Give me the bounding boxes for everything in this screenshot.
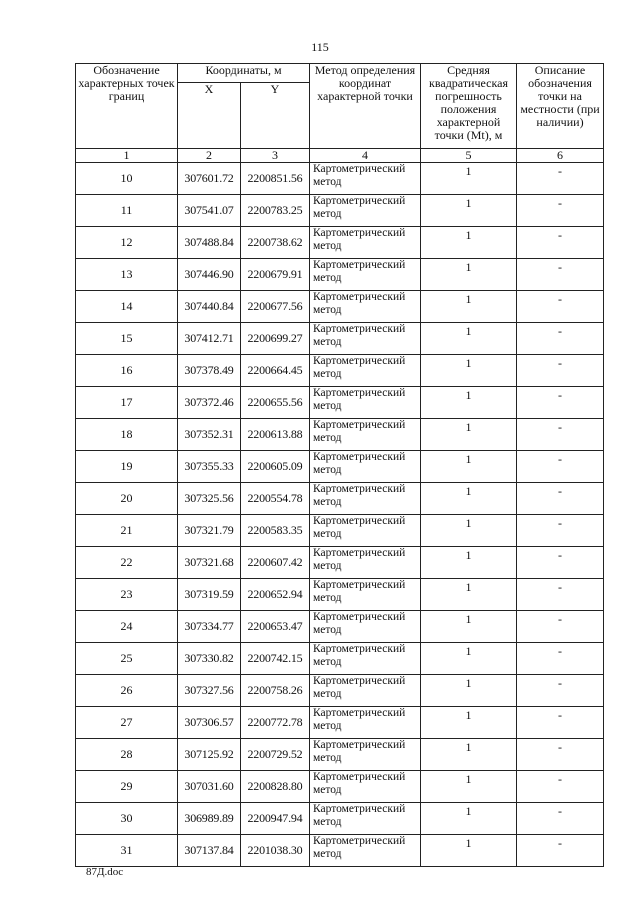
point-cell: 14 bbox=[76, 291, 178, 323]
table-row bbox=[76, 547, 604, 579]
mt-cell: 1 bbox=[421, 259, 517, 291]
table-row bbox=[76, 739, 604, 771]
y-coordinate-cell: 2200742.15 bbox=[241, 643, 310, 675]
method-cell: Картометрический метод bbox=[310, 739, 421, 771]
table-row bbox=[76, 227, 604, 259]
description-cell: - bbox=[517, 163, 604, 195]
y-coordinate-cell: 2200607.42 bbox=[241, 547, 310, 579]
point-cell: 24 bbox=[76, 611, 178, 643]
x-coordinate-cell: 307334.77 bbox=[178, 611, 241, 643]
table-row bbox=[76, 515, 604, 547]
header-mt: Средняя квадратическая погрешность положения характерной точки (Mt), м bbox=[421, 64, 517, 149]
mt-cell: 1 bbox=[421, 675, 517, 707]
y-coordinate-cell: 2200828.80 bbox=[241, 771, 310, 803]
table-row bbox=[76, 643, 604, 675]
table-row bbox=[76, 259, 604, 291]
method-cell: Картометрический метод bbox=[310, 515, 421, 547]
method-cell: Картометрический метод bbox=[310, 291, 421, 323]
x-coordinate-cell: 307488.84 bbox=[178, 227, 241, 259]
method-cell: Картометрический метод bbox=[310, 835, 421, 867]
method-cell: Картометрический метод bbox=[310, 419, 421, 451]
y-coordinate-cell: 2200699.27 bbox=[241, 323, 310, 355]
method-cell: Картометрический метод bbox=[310, 483, 421, 515]
x-coordinate-cell: 306989.89 bbox=[178, 803, 241, 835]
description-cell: - bbox=[517, 387, 604, 419]
point-cell: 26 bbox=[76, 675, 178, 707]
mt-cell: 1 bbox=[421, 163, 517, 195]
header-row-top bbox=[76, 64, 604, 83]
x-coordinate-cell: 307031.60 bbox=[178, 771, 241, 803]
mt-cell: 1 bbox=[421, 515, 517, 547]
method-cell: Картометрический метод bbox=[310, 675, 421, 707]
point-cell: 25 bbox=[76, 643, 178, 675]
description-cell: - bbox=[517, 547, 604, 579]
mt-cell: 1 bbox=[421, 835, 517, 867]
table-row bbox=[76, 291, 604, 323]
header-coords: Координаты, м bbox=[178, 64, 310, 83]
point-cell: 27 bbox=[76, 707, 178, 739]
y-coordinate-cell: 2200783.25 bbox=[241, 195, 310, 227]
method-cell: Картометрический метод bbox=[310, 355, 421, 387]
description-cell: - bbox=[517, 579, 604, 611]
y-coordinate-cell: 2200677.56 bbox=[241, 291, 310, 323]
y-coordinate-cell: 2201038.30 bbox=[241, 835, 310, 867]
mt-cell: 1 bbox=[421, 771, 517, 803]
y-coordinate-cell: 2200655.56 bbox=[241, 387, 310, 419]
mt-cell: 1 bbox=[421, 323, 517, 355]
y-coordinate-cell: 2200947.94 bbox=[241, 803, 310, 835]
description-cell: - bbox=[517, 419, 604, 451]
point-cell: 29 bbox=[76, 771, 178, 803]
mt-cell: 1 bbox=[421, 739, 517, 771]
mt-cell: 1 bbox=[421, 291, 517, 323]
description-cell: - bbox=[517, 739, 604, 771]
y-coordinate-cell: 2200758.26 bbox=[241, 675, 310, 707]
point-cell: 15 bbox=[76, 323, 178, 355]
table-row bbox=[76, 323, 604, 355]
header-point: Обозначение характерных точек границ bbox=[76, 64, 178, 149]
x-coordinate-cell: 307355.33 bbox=[178, 451, 241, 483]
header-y: Y bbox=[241, 83, 310, 149]
description-cell: - bbox=[517, 515, 604, 547]
table-row bbox=[76, 355, 604, 387]
point-cell: 30 bbox=[76, 803, 178, 835]
column-number: 3 bbox=[241, 149, 310, 163]
table-row bbox=[76, 675, 604, 707]
y-coordinate-cell: 2200738.62 bbox=[241, 227, 310, 259]
point-cell: 11 bbox=[76, 195, 178, 227]
mt-cell: 1 bbox=[421, 451, 517, 483]
point-cell: 16 bbox=[76, 355, 178, 387]
table-row bbox=[76, 195, 604, 227]
table-row bbox=[76, 707, 604, 739]
point-cell: 28 bbox=[76, 739, 178, 771]
x-coordinate-cell: 307352.31 bbox=[178, 419, 241, 451]
description-cell: - bbox=[517, 291, 604, 323]
x-coordinate-cell: 307327.56 bbox=[178, 675, 241, 707]
table-row bbox=[76, 163, 604, 195]
table-row bbox=[76, 771, 604, 803]
point-cell: 31 bbox=[76, 835, 178, 867]
y-coordinate-cell: 2200554.78 bbox=[241, 483, 310, 515]
mt-cell: 1 bbox=[421, 547, 517, 579]
method-cell: Картометрический метод bbox=[310, 771, 421, 803]
point-cell: 19 bbox=[76, 451, 178, 483]
table-row bbox=[76, 803, 604, 835]
method-cell: Картометрический метод bbox=[310, 611, 421, 643]
mt-cell: 1 bbox=[421, 195, 517, 227]
table-row bbox=[76, 387, 604, 419]
mt-cell: 1 bbox=[421, 611, 517, 643]
description-cell: - bbox=[517, 323, 604, 355]
y-coordinate-cell: 2200851.56 bbox=[241, 163, 310, 195]
mt-cell: 1 bbox=[421, 579, 517, 611]
method-cell: Картометрический метод bbox=[310, 547, 421, 579]
method-cell: Картометрический метод bbox=[310, 227, 421, 259]
point-cell: 22 bbox=[76, 547, 178, 579]
page-number: 115 bbox=[311, 40, 329, 54]
table-row bbox=[76, 835, 604, 867]
y-coordinate-cell: 2200583.35 bbox=[241, 515, 310, 547]
description-cell: - bbox=[517, 451, 604, 483]
column-number: 5 bbox=[421, 149, 517, 163]
method-cell: Картометрический метод bbox=[310, 643, 421, 675]
method-cell: Картометрический метод bbox=[310, 707, 421, 739]
mt-cell: 1 bbox=[421, 355, 517, 387]
method-cell: Картометрический метод bbox=[310, 803, 421, 835]
description-cell: - bbox=[517, 483, 604, 515]
description-cell: - bbox=[517, 643, 604, 675]
x-coordinate-cell: 307440.84 bbox=[178, 291, 241, 323]
description-cell: - bbox=[517, 611, 604, 643]
method-cell: Картометрический метод bbox=[310, 579, 421, 611]
method-cell: Картометрический метод bbox=[310, 259, 421, 291]
y-coordinate-cell: 2200653.47 bbox=[241, 611, 310, 643]
y-coordinate-cell: 2200652.94 bbox=[241, 579, 310, 611]
header-method: Метод определения координат характерной точки bbox=[310, 64, 421, 149]
table-row bbox=[76, 451, 604, 483]
column-number: 2 bbox=[178, 149, 241, 163]
description-cell: - bbox=[517, 771, 604, 803]
point-cell: 21 bbox=[76, 515, 178, 547]
footer-filename: 87Д.doc bbox=[86, 866, 124, 878]
y-coordinate-cell: 2200664.45 bbox=[241, 355, 310, 387]
mt-cell: 1 bbox=[421, 707, 517, 739]
column-number: 1 bbox=[76, 149, 178, 163]
coordinates-table bbox=[75, 63, 604, 867]
mt-cell: 1 bbox=[421, 803, 517, 835]
x-coordinate-cell: 307378.49 bbox=[178, 355, 241, 387]
x-coordinate-cell: 307372.46 bbox=[178, 387, 241, 419]
point-cell: 13 bbox=[76, 259, 178, 291]
table-row bbox=[76, 611, 604, 643]
description-cell: - bbox=[517, 803, 604, 835]
x-coordinate-cell: 307601.72 bbox=[178, 163, 241, 195]
method-cell: Картометрический метод bbox=[310, 387, 421, 419]
y-coordinate-cell: 2200613.88 bbox=[241, 419, 310, 451]
point-cell: 10 bbox=[76, 163, 178, 195]
point-cell: 23 bbox=[76, 579, 178, 611]
mt-cell: 1 bbox=[421, 419, 517, 451]
y-coordinate-cell: 2200729.52 bbox=[241, 739, 310, 771]
table-row bbox=[76, 579, 604, 611]
table-row bbox=[76, 483, 604, 515]
x-coordinate-cell: 307330.82 bbox=[178, 643, 241, 675]
x-coordinate-cell: 307319.59 bbox=[178, 579, 241, 611]
column-number-row bbox=[76, 149, 604, 163]
x-coordinate-cell: 307137.84 bbox=[178, 835, 241, 867]
description-cell: - bbox=[517, 195, 604, 227]
mt-cell: 1 bbox=[421, 643, 517, 675]
x-coordinate-cell: 307541.07 bbox=[178, 195, 241, 227]
method-cell: Картометрический метод bbox=[310, 323, 421, 355]
column-number: 4 bbox=[310, 149, 421, 163]
point-cell: 12 bbox=[76, 227, 178, 259]
mt-cell: 1 bbox=[421, 483, 517, 515]
y-coordinate-cell: 2200679.91 bbox=[241, 259, 310, 291]
x-coordinate-cell: 307412.71 bbox=[178, 323, 241, 355]
method-cell: Картометрический метод bbox=[310, 451, 421, 483]
table-body bbox=[76, 163, 604, 867]
method-cell: Картометрический метод bbox=[310, 195, 421, 227]
x-coordinate-cell: 307321.79 bbox=[178, 515, 241, 547]
point-cell: 20 bbox=[76, 483, 178, 515]
description-cell: - bbox=[517, 355, 604, 387]
header-desc: Описание обозначения точки на местности (при наличии) bbox=[517, 64, 604, 149]
mt-cell: 1 bbox=[421, 227, 517, 259]
description-cell: - bbox=[517, 227, 604, 259]
y-coordinate-cell: 2200772.78 bbox=[241, 707, 310, 739]
point-cell: 17 bbox=[76, 387, 178, 419]
point-cell: 18 bbox=[76, 419, 178, 451]
description-cell: - bbox=[517, 675, 604, 707]
mt-cell: 1 bbox=[421, 387, 517, 419]
header-x: X bbox=[178, 83, 241, 149]
description-cell: - bbox=[517, 835, 604, 867]
x-coordinate-cell: 307306.57 bbox=[178, 707, 241, 739]
description-cell: - bbox=[517, 259, 604, 291]
x-coordinate-cell: 307325.56 bbox=[178, 483, 241, 515]
x-coordinate-cell: 307446.90 bbox=[178, 259, 241, 291]
y-coordinate-cell: 2200605.09 bbox=[241, 451, 310, 483]
description-cell: - bbox=[517, 707, 604, 739]
column-number: 6 bbox=[517, 149, 604, 163]
method-cell: Картометрический метод bbox=[310, 163, 421, 195]
x-coordinate-cell: 307125.92 bbox=[178, 739, 241, 771]
x-coordinate-cell: 307321.68 bbox=[178, 547, 241, 579]
table-row bbox=[76, 419, 604, 451]
